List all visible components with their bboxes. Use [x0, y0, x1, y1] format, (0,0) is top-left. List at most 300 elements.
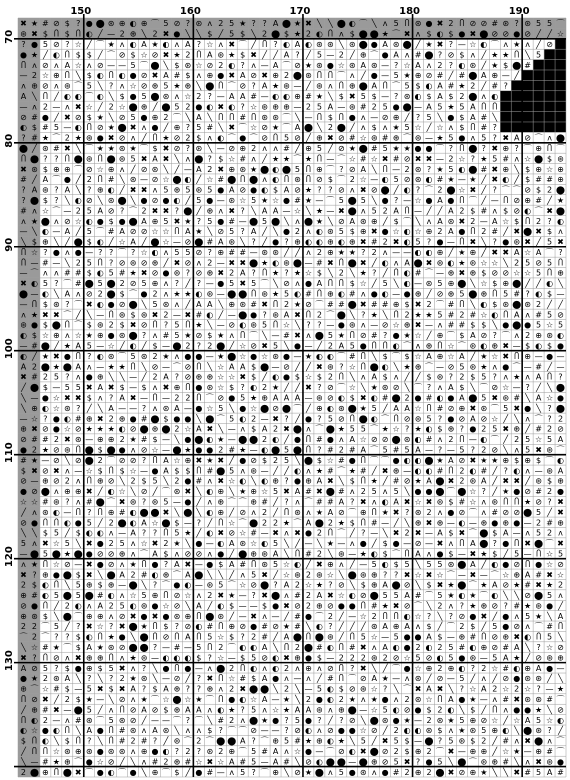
stitch-symbol: ?: [372, 268, 377, 278]
stitch-symbol: ✖: [151, 310, 159, 320]
stitch-symbol: ☆: [491, 351, 499, 361]
stitch-symbol: ●: [217, 216, 225, 226]
stitch-symbol: ●: [326, 60, 334, 70]
stitch-symbol: ╱: [185, 195, 191, 205]
stitch-symbol: Ⴖ: [251, 112, 257, 122]
stitch-symbol: ◐: [326, 403, 334, 413]
stitch-symbol: Ⴖ: [75, 351, 81, 361]
stitch-symbol: A: [228, 91, 235, 101]
stitch-symbol: ⬤: [534, 591, 544, 601]
stitch-symbol: ⌒: [19, 632, 28, 642]
stitch-symbol: ◐: [19, 331, 27, 341]
stitch-symbol: ✖: [436, 19, 444, 29]
stitch-symbol: ʌ: [360, 372, 366, 382]
stitch-symbol: ☆: [129, 591, 137, 601]
column-label: 160: [179, 6, 201, 17]
stitch-symbol: 2: [283, 299, 290, 309]
stitch-symbol: 2: [547, 424, 553, 434]
stitch-symbol: ☆: [502, 684, 510, 694]
stitch-symbol: ⊘: [129, 424, 137, 434]
stitch-symbol: ⬤: [161, 424, 171, 434]
stitch-symbol: ╱: [141, 715, 147, 725]
stitch-symbol: —: [457, 39, 466, 49]
stitch-symbol: A: [283, 580, 290, 590]
stitch-symbol: ✖: [392, 507, 400, 517]
stitch-symbol: ◐: [118, 71, 126, 81]
stitch-symbol: #: [151, 757, 159, 767]
stitch-symbol: 2: [75, 206, 81, 216]
stitch-symbol: ⊛: [305, 71, 312, 81]
stitch-symbol: A: [294, 123, 301, 133]
stitch-symbol: —: [129, 403, 138, 413]
stitch-symbol: ●: [513, 705, 521, 715]
stitch-symbol: 2: [327, 123, 333, 133]
stitch-symbol: ☆: [129, 466, 137, 476]
stitch-symbol: ╲: [174, 726, 180, 736]
stitch-symbol: ╲: [75, 539, 81, 549]
stitch-symbol: ʌ: [327, 767, 333, 777]
stitch-symbol: ★: [52, 757, 60, 767]
stitch-symbol: ?: [98, 247, 103, 257]
stitch-symbol: ☆: [250, 102, 258, 112]
stitch-symbol: ╱: [426, 289, 432, 299]
stitch-symbol: ☆: [414, 403, 422, 413]
stitch-symbol: ʌ: [404, 674, 410, 684]
stitch-symbol: 2: [481, 227, 487, 237]
stitch-symbol: ⊛: [206, 289, 214, 299]
stitch-symbol: ⊕: [294, 91, 301, 101]
stitch-symbol: ☆: [480, 310, 488, 320]
stitch-symbol: #: [524, 60, 531, 70]
stitch-symbol: ⊕: [63, 487, 71, 497]
stitch-symbol: ʌ: [64, 247, 70, 257]
stitch-symbol: ✖: [294, 331, 301, 341]
stitch-symbol: ?: [141, 403, 147, 413]
stitch-symbol: ⊘: [305, 299, 312, 309]
stitch-symbol: ✖: [359, 747, 367, 757]
stitch-symbol: ⌒: [468, 580, 477, 590]
stitch-symbol: Ⴖ: [459, 539, 465, 549]
stitch-symbol: ☆: [414, 123, 422, 133]
stitch-symbol: ⬤: [249, 518, 259, 528]
stitch-symbol: ⊘: [96, 60, 104, 70]
stitch-symbol: 5: [251, 653, 257, 663]
stitch-symbol: 5: [42, 663, 48, 673]
stitch-symbol: ⬤: [523, 726, 533, 736]
stitch-symbol: ⌒: [129, 206, 138, 216]
stitch-symbol: ☆: [469, 497, 477, 507]
stitch-symbol: ⊛: [63, 445, 71, 455]
stitch-symbol: $: [240, 653, 246, 663]
stitch-symbol: ☆: [74, 331, 82, 341]
stitch-symbol: ★: [282, 518, 291, 528]
stitch-symbol: ★: [173, 289, 181, 299]
stitch-symbol: ╱: [21, 507, 26, 517]
stitch-symbol: ⊘: [118, 133, 126, 143]
stitch-symbol: 5: [404, 559, 410, 569]
stitch-symbol: ★: [184, 445, 192, 455]
stitch-symbol: 2: [273, 455, 279, 465]
stitch-symbol: ⊕: [469, 247, 477, 257]
stitch-symbol: #: [348, 289, 356, 299]
stitch-symbol: ╱: [547, 507, 552, 517]
stitch-symbol: ⌒: [85, 143, 94, 153]
stitch-symbol: —: [479, 695, 488, 705]
stitch-symbol: $: [64, 663, 70, 673]
stitch-symbol: ★: [491, 455, 499, 465]
stitch-symbol: Ⴖ: [492, 705, 498, 715]
stitch-symbol: A: [524, 570, 531, 580]
stitch-symbol: ⊘: [173, 601, 181, 611]
stitch-symbol: #: [228, 445, 236, 455]
stitch-symbol: 2: [218, 60, 224, 70]
stitch-symbol: —: [19, 102, 28, 112]
stitch-symbol: ʌ: [75, 476, 81, 486]
stitch-symbol: ʌ: [152, 331, 158, 341]
stitch-symbol: Ⴖ: [536, 632, 542, 642]
stitch-symbol: ◐: [469, 643, 477, 653]
stitch-symbol: A: [261, 643, 268, 653]
stitch-symbol: ◐: [151, 247, 159, 257]
stitch-symbol: ★: [436, 455, 444, 465]
stitch-symbol: ⌒: [392, 549, 401, 559]
stitch-symbol: #: [458, 643, 466, 653]
stitch-symbol: 2: [251, 143, 257, 153]
stitch-symbol: ⬤: [216, 736, 226, 746]
stitch-symbol: Ⴖ: [273, 299, 279, 309]
stitch-symbol: ⊕: [502, 143, 510, 153]
stitch-symbol: ?: [174, 747, 180, 757]
stitch-symbol: ◐: [304, 39, 312, 49]
stitch-symbol: ╲: [218, 299, 224, 309]
stitch-symbol: ⊘: [184, 362, 192, 372]
stitch-symbol: ◐: [129, 19, 137, 29]
stitch-symbol: ◐: [315, 622, 323, 632]
stitch-symbol: —: [96, 310, 105, 320]
stitch-symbol: ✖: [151, 206, 159, 216]
stitch-symbol: #: [436, 466, 444, 476]
stitch-symbol: #: [524, 767, 531, 777]
stitch-symbol: 2: [547, 185, 553, 195]
stitch-symbol: ʌ: [426, 216, 432, 226]
stitch-symbol: ?: [448, 611, 454, 621]
stitch-symbol: 5: [536, 19, 542, 29]
stitch-symbol: ●: [140, 112, 148, 122]
stitch-symbol: ✖: [217, 455, 225, 465]
stitch-symbol: ⊕: [327, 247, 334, 257]
stitch-symbol: ╱: [196, 175, 202, 185]
stitch-symbol: ⬤: [556, 185, 565, 195]
stitch-symbol: ⬤: [358, 143, 368, 153]
stitch-symbol: ʌ: [240, 715, 246, 725]
stitch-symbol: $: [327, 112, 333, 122]
stitch-symbol: ?: [76, 622, 81, 632]
stitch-symbol: ╲: [97, 81, 103, 91]
stitch-symbol: ✖: [184, 487, 192, 497]
stitch-symbol: #: [206, 237, 214, 247]
stitch-symbol: $: [240, 29, 246, 39]
stitch-symbol: 2: [338, 268, 344, 278]
stitch-symbol: ●: [304, 715, 312, 725]
stitch-symbol: ?: [185, 715, 191, 725]
stitch-symbol: ◐: [19, 726, 27, 736]
stitch-symbol: ʌ: [503, 705, 509, 715]
stitch-symbol: ★: [107, 39, 115, 49]
stitch-symbol: ⊘: [53, 19, 60, 29]
stitch-symbol: ☆: [173, 455, 181, 465]
stitch-symbol: ʌ: [218, 39, 224, 49]
stitch-symbol: —: [457, 549, 466, 559]
stitch-symbol: ★: [30, 559, 39, 569]
stitch-symbol: 5: [316, 102, 322, 112]
stitch-symbol: ʌ: [119, 591, 125, 601]
stitch-symbol: —: [41, 455, 50, 465]
stitch-symbol: A: [524, 715, 531, 725]
stitch-symbol: ?: [459, 601, 465, 611]
stitch-symbol: ⊘: [42, 60, 49, 70]
stitch-symbol: ●: [228, 695, 236, 705]
stitch-symbol: ʌ: [207, 549, 213, 559]
stitch-symbol: ╲: [185, 29, 191, 39]
stitch-symbol: ●: [195, 383, 203, 393]
stitch-symbol: Ⴖ: [42, 518, 48, 528]
stitch-symbol: —: [260, 757, 269, 767]
stitch-symbol: ⊘: [337, 507, 345, 517]
stitch-symbol: #: [217, 715, 225, 725]
stitch-symbol: ⬤: [271, 591, 281, 601]
stitch-symbol: $: [86, 50, 92, 60]
stitch-symbol: ◐: [52, 507, 60, 517]
stitch-symbol: ◐: [129, 507, 137, 517]
stitch-symbol: ●: [63, 351, 71, 361]
stitch-symbol: ╱: [349, 622, 355, 632]
stitch-symbol: ⊘: [480, 715, 488, 725]
stitch-symbol: A: [196, 601, 202, 611]
stitch-symbol: ★: [513, 372, 521, 382]
stitch-symbol: 2: [459, 372, 465, 382]
stitch-symbol: ✖: [469, 237, 477, 247]
stitch-symbol: ⬤: [314, 331, 324, 341]
stitch-symbol: ⊕: [53, 331, 60, 341]
stitch-symbol: 2: [481, 424, 487, 434]
stitch-symbol: ʌ: [130, 539, 136, 549]
stitch-symbol: ?: [295, 50, 300, 60]
stitch-symbol: ⊛: [250, 466, 257, 476]
stitch-symbol: ⬤: [238, 435, 248, 445]
stitch-symbol: ★: [381, 424, 389, 434]
stitch-symbol: $: [97, 580, 103, 590]
stitch-symbol: ⊕: [151, 258, 159, 268]
stitch-symbol: A: [371, 674, 377, 684]
stitch-symbol: 5: [163, 19, 169, 29]
stitch-symbol: ✖: [535, 580, 542, 590]
stitch-symbol: ?: [240, 632, 245, 642]
stitch-symbol: ★: [184, 528, 192, 538]
stitch-symbol: ☆: [162, 601, 170, 611]
stitch-symbol: ☆: [63, 424, 71, 434]
stitch-symbol: A: [470, 331, 476, 341]
stitch-symbol: —: [501, 71, 510, 81]
stitch-symbol: ╲: [404, 487, 410, 497]
stitch-symbol: 5: [349, 424, 355, 434]
stitch-symbol: ◐: [436, 653, 444, 663]
stitch-symbol: Ⴖ: [338, 81, 344, 91]
stitch-symbol: —: [446, 518, 455, 528]
stitch-symbol: ⌒: [425, 185, 433, 195]
stitch-symbol: ★: [304, 185, 313, 195]
stitch-symbol: 5: [525, 258, 531, 268]
stitch-symbol: Ⴖ: [349, 331, 355, 341]
stitch-symbol: ☆: [491, 715, 499, 725]
stitch-symbol: ⊘: [294, 601, 301, 611]
stitch-symbol: 5: [20, 539, 27, 549]
stitch-symbol: ☆: [140, 539, 148, 549]
stitch-symbol: ⊛: [370, 622, 378, 632]
stitch-symbol: ʌ: [360, 320, 366, 330]
stitch-symbol: ●: [469, 611, 477, 621]
stitch-symbol: ╱: [53, 695, 59, 705]
stitch-symbol: ⊘: [261, 133, 268, 143]
stitch-symbol: ?: [196, 216, 201, 226]
stitch-symbol: ◐: [63, 414, 71, 424]
stitch-symbol: ☆: [206, 175, 214, 185]
stitch-symbol: ⊕: [151, 216, 159, 226]
stitch-symbol: ★: [282, 705, 291, 715]
stitch-symbol: ●: [162, 663, 170, 673]
stitch-symbol: ?: [109, 81, 114, 91]
row-label: 70: [4, 29, 15, 44]
stitch-symbol: 5: [437, 591, 443, 601]
stitch-symbol: ●: [337, 726, 345, 736]
stitch-symbol: ╲: [404, 383, 410, 393]
stitch-symbol: ✖: [425, 258, 433, 268]
stitch-symbol: ⊘: [20, 476, 27, 486]
stitch-symbol: ?: [284, 726, 289, 736]
stitch-symbol: ʌ: [317, 726, 322, 736]
stitch-symbol: ⊕: [217, 247, 225, 257]
stitch-symbol: ◐: [414, 455, 422, 465]
stitch-symbol: ●: [74, 518, 82, 528]
stitch-symbol: 2: [185, 133, 191, 143]
stitch-symbol: ⌒: [315, 299, 324, 309]
stitch-symbol: ✖: [118, 622, 126, 632]
stitch-symbol: ⌒: [337, 528, 346, 538]
stitch-symbol: ⊛: [228, 195, 236, 205]
stitch-symbol: ⊕: [480, 289, 488, 299]
stitch-symbol: ╱: [207, 601, 213, 611]
stitch-symbol: 5: [229, 466, 235, 476]
stitch-symbol: ⊘: [294, 767, 301, 777]
stitch-symbol: ⊕: [502, 455, 510, 465]
stitch-symbol: ╱: [152, 487, 158, 497]
stitch-symbol: #: [359, 466, 367, 476]
stitch-symbol: ⬤: [347, 705, 357, 715]
stitch-symbol: 2: [130, 570, 136, 580]
stitch-symbol: $: [31, 123, 37, 133]
stitch-symbol: ●: [162, 268, 170, 278]
stitch-symbol: ʌ: [481, 91, 487, 101]
stitch-symbol: ★: [348, 247, 356, 257]
stitch-symbol: ⊛: [535, 601, 542, 611]
stitch-symbol: —: [414, 206, 423, 216]
stitch-symbol: ⬤: [534, 736, 544, 746]
stitch-symbol: ʌ: [295, 279, 300, 289]
stitch-symbol: ●: [272, 237, 280, 247]
stitch-symbol: —: [403, 466, 412, 476]
stitch-symbol: #: [107, 175, 115, 185]
stitch-symbol: ⬤: [468, 289, 478, 299]
stitch-symbol: ★: [480, 455, 488, 465]
stitch-symbol: ●: [30, 601, 38, 611]
stitch-symbol: ◐: [63, 518, 71, 528]
stitch-symbol: —: [238, 216, 247, 226]
stitch-symbol: ⌒: [435, 747, 444, 757]
stitch-symbol: #: [337, 455, 345, 465]
stitch-symbol: ⊘: [294, 60, 301, 70]
stitch-symbol: ╱: [295, 362, 300, 372]
stitch-symbol: ʌ: [503, 39, 509, 49]
stitch-symbol: ⊛: [272, 112, 279, 122]
stitch-symbol: ⊛: [140, 674, 148, 684]
stitch-symbol: ⊕: [140, 102, 148, 112]
stitch-symbol: 2: [557, 580, 564, 590]
stitch-symbol: A: [481, 684, 487, 694]
stitch-symbol: ⊛: [140, 601, 148, 611]
stitch-symbol: —: [205, 279, 214, 289]
stitch-symbol: —: [260, 60, 269, 70]
stitch-symbol: ⊘: [140, 320, 148, 330]
stitch-symbol: ╱: [284, 435, 289, 445]
stitch-symbol: ●: [63, 175, 71, 185]
stitch-symbol: $: [459, 331, 465, 341]
stitch-symbol: ⌒: [238, 39, 247, 49]
stitch-symbol: #: [392, 445, 400, 455]
stitch-symbol: Ⴖ: [42, 653, 48, 663]
stitch-symbol: ╲: [86, 310, 92, 320]
stitch-symbol: ⬤: [293, 71, 302, 81]
stitch-symbol: ⊕: [96, 611, 104, 621]
stitch-symbol: ʌ: [163, 289, 169, 299]
stitch-symbol: ★: [513, 653, 521, 663]
stitch-symbol: #: [140, 414, 148, 424]
stitch-symbol: ★: [480, 767, 488, 777]
stitch-symbol: Ⴖ: [338, 674, 344, 684]
stitch-symbol: 5: [240, 393, 246, 403]
stitch-symbol: ◐: [403, 268, 411, 278]
stitch-symbol: ✖: [359, 393, 367, 403]
stitch-symbol: Ⴖ: [130, 362, 136, 372]
stitch-symbol: $: [470, 622, 476, 632]
stitch-symbol: A: [196, 424, 202, 434]
stitch-symbol: A: [481, 71, 487, 81]
stitch-symbol: ╲: [108, 91, 114, 101]
stitch-symbol: ◐: [52, 50, 60, 60]
stitch-symbol: ⬤: [139, 643, 149, 653]
stitch-symbol: ╲: [514, 164, 520, 174]
stitch-symbol: Ⴖ: [481, 102, 487, 112]
stitch-symbol: ✖: [425, 570, 433, 580]
stitch-symbol: ʌ: [547, 133, 552, 143]
stitch-symbol: #: [206, 767, 214, 777]
stitch-symbol: ╱: [547, 299, 552, 309]
stitch-symbol: ⊛: [53, 299, 60, 309]
stitch-symbol: ◐: [326, 736, 334, 746]
stitch-symbol: ⊕: [250, 549, 257, 559]
stitch-symbol: ʌ: [415, 29, 421, 39]
stitch-symbol: ●: [304, 528, 312, 538]
stitch-symbol: ✖: [524, 736, 531, 746]
stitch-symbol: ⌒: [63, 310, 72, 320]
